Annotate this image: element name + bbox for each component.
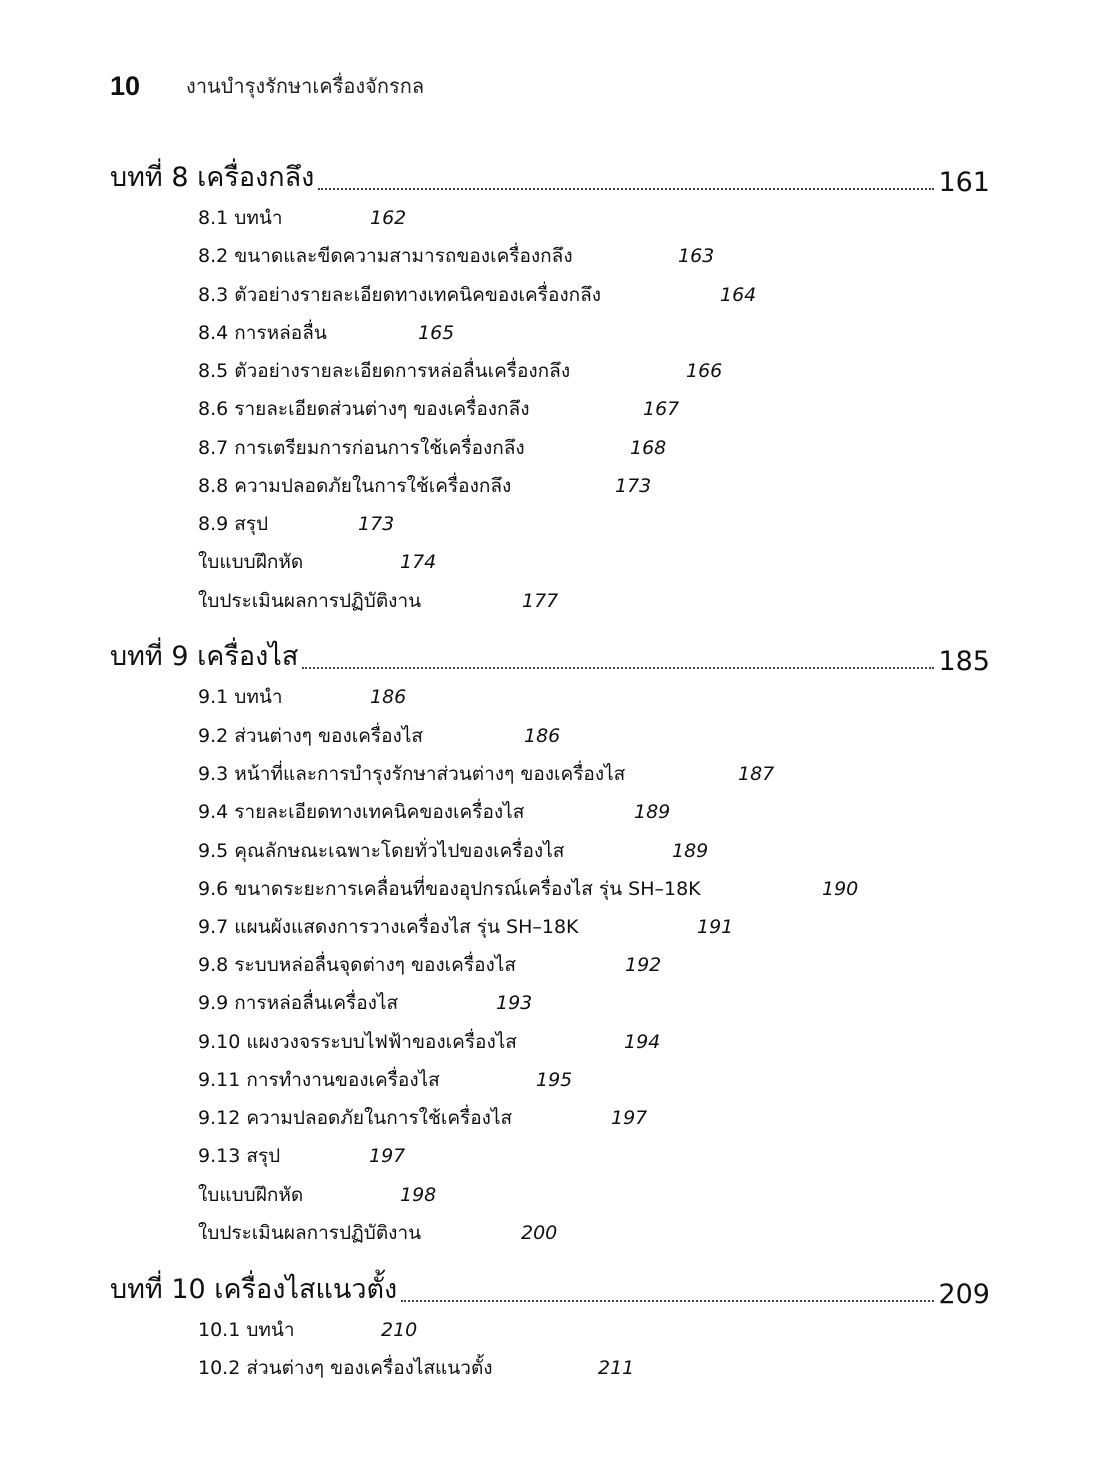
entry-page-number: 190 bbox=[822, 878, 859, 900]
page-number: 10 bbox=[110, 70, 141, 101]
toc-entry: 9.12 ความปลอดภัยในการใช้เครื่องไส bbox=[198, 1107, 513, 1129]
toc-entry: ใบแบบฝึกหัด bbox=[198, 551, 304, 573]
toc-entry: 9.5 คุณลักษณะเฉพาะโดยทั่วไปของเครื่องไส bbox=[198, 840, 565, 862]
toc-entry: 9.6 ขนาดระยะการเคลื่อนที่ของอุปกรณ์เครื่องไส รุ่น SH–18K bbox=[198, 878, 701, 900]
dot-leader bbox=[318, 188, 934, 190]
book-title: งานบำรุงรักษาเครื่องจักรกล bbox=[186, 74, 425, 98]
toc-entry: 9.9 การหล่อลื่นเครื่องไส bbox=[198, 992, 399, 1014]
toc-entry: 8.7 การเตรียมการก่อนการใช้เครื่องกลึง bbox=[198, 437, 525, 459]
entry-page-number: 165 bbox=[418, 322, 455, 344]
entry-page-number: 168 bbox=[630, 437, 667, 459]
toc-entry: 8.3 ตัวอย่างรายละเอียดทางเทคนิคของเครื่องกลึง bbox=[198, 284, 602, 306]
entry-page-number: 173 bbox=[615, 475, 652, 497]
entry-page-number: 198 bbox=[400, 1184, 437, 1206]
toc-entry: ใบแบบฝึกหัด bbox=[198, 1184, 304, 1206]
entry-page-number: 177 bbox=[522, 590, 559, 612]
toc-entry: 9.8 ระบบหล่อลื่นจุดต่างๆ ของเครื่องไส bbox=[198, 954, 516, 976]
toc-entry: 9.4 รายละเอียดทางเทคนิคของเครื่องไส bbox=[198, 801, 525, 823]
entry-page-number: 191 bbox=[697, 916, 734, 938]
page-header bbox=[110, 66, 424, 106]
entry-page-number: 193 bbox=[496, 992, 533, 1014]
entry-page-number: 166 bbox=[686, 360, 723, 382]
chapter-page-number: 185 bbox=[938, 646, 990, 677]
entry-page-number: 164 bbox=[720, 284, 757, 306]
chapter-page-number: 209 bbox=[938, 1279, 990, 1310]
toc-entry: 8.4 การหล่อลื่น bbox=[198, 322, 327, 344]
toc-entry: 9.11 การทำงานของเครื่องไส bbox=[198, 1069, 440, 1091]
toc-entry: 8.8 ความปลอดภัยในการใช้เครื่องกลึง bbox=[198, 475, 512, 497]
entry-page-number: 210 bbox=[381, 1319, 418, 1341]
entry-page-number: 174 bbox=[400, 551, 437, 573]
entry-page-number: 163 bbox=[678, 245, 715, 267]
entry-page-number: 189 bbox=[672, 840, 709, 862]
entry-page-number: 197 bbox=[369, 1145, 406, 1167]
dot-leader bbox=[302, 667, 934, 669]
toc-entry: 8.2 ขนาดและขีดความสามารถของเครื่องกลึง bbox=[198, 245, 573, 267]
chapter-title: บทที่ 8 เครื่องกลึง bbox=[110, 162, 315, 193]
toc-entry: 8.9 สรุป bbox=[198, 513, 269, 535]
chapter-heading bbox=[110, 637, 990, 677]
entry-page-number: 194 bbox=[624, 1031, 661, 1053]
chapter-title: บทที่ 9 เครื่องไส bbox=[110, 641, 299, 672]
chapter-title: บทที่ 10 เครื่องไสแนวตั้ง bbox=[110, 1274, 398, 1305]
entry-page-number: 195 bbox=[536, 1069, 573, 1091]
entry-page-number: 192 bbox=[625, 954, 662, 976]
entry-page-number: 197 bbox=[611, 1107, 648, 1129]
toc-entry: 9.10 แผงวงจรระบบไฟฟ้าของเครื่องไส bbox=[198, 1031, 517, 1053]
entry-page-number: 186 bbox=[370, 686, 407, 708]
toc-entry: 9.1 บทนำ bbox=[198, 686, 283, 708]
entry-page-number: 189 bbox=[634, 801, 671, 823]
chapter-heading bbox=[110, 1270, 990, 1310]
entry-page-number: 173 bbox=[358, 513, 395, 535]
toc-entry: 9.13 สรุป bbox=[198, 1145, 281, 1167]
dot-leader bbox=[401, 1300, 934, 1302]
entry-page-number: 187 bbox=[738, 763, 775, 785]
toc-entry: ใบประเมินผลการปฏิบัติงาน bbox=[198, 1222, 422, 1244]
toc-entry: 9.2 ส่วนต่างๆ ของเครื่องไส bbox=[198, 725, 423, 747]
entry-page-number: 211 bbox=[598, 1357, 635, 1379]
toc-entry: 8.6 รายละเอียดส่วนต่างๆ ของเครื่องกลึง bbox=[198, 398, 530, 420]
toc-entry: 9.3 หน้าที่และการบำรุงรักษาส่วนต่างๆ ของเครื่องไส bbox=[198, 763, 626, 785]
entry-page-number: 200 bbox=[521, 1222, 558, 1244]
chapter-heading bbox=[110, 158, 990, 198]
toc-entry: 9.7 แผนผังแสดงการวางเครื่องไส รุ่น SH–18K bbox=[198, 916, 579, 938]
toc-entry: 10.2 ส่วนต่างๆ ของเครื่องไสแนวตั้ง bbox=[198, 1357, 493, 1379]
entry-page-number: 186 bbox=[524, 725, 561, 747]
toc-entry: 8.1 บทนำ bbox=[198, 207, 283, 229]
entry-page-number: 162 bbox=[370, 207, 407, 229]
toc-entry: 10.1 บทนำ bbox=[198, 1319, 295, 1341]
toc-entry: 8.5 ตัวอย่างรายละเอียดการหล่อลื่นเครื่องกลึง bbox=[198, 360, 571, 382]
entry-page-number: 167 bbox=[643, 398, 680, 420]
chapter-page-number: 161 bbox=[938, 167, 990, 198]
toc-entry: ใบประเมินผลการปฏิบัติงาน bbox=[198, 590, 422, 612]
